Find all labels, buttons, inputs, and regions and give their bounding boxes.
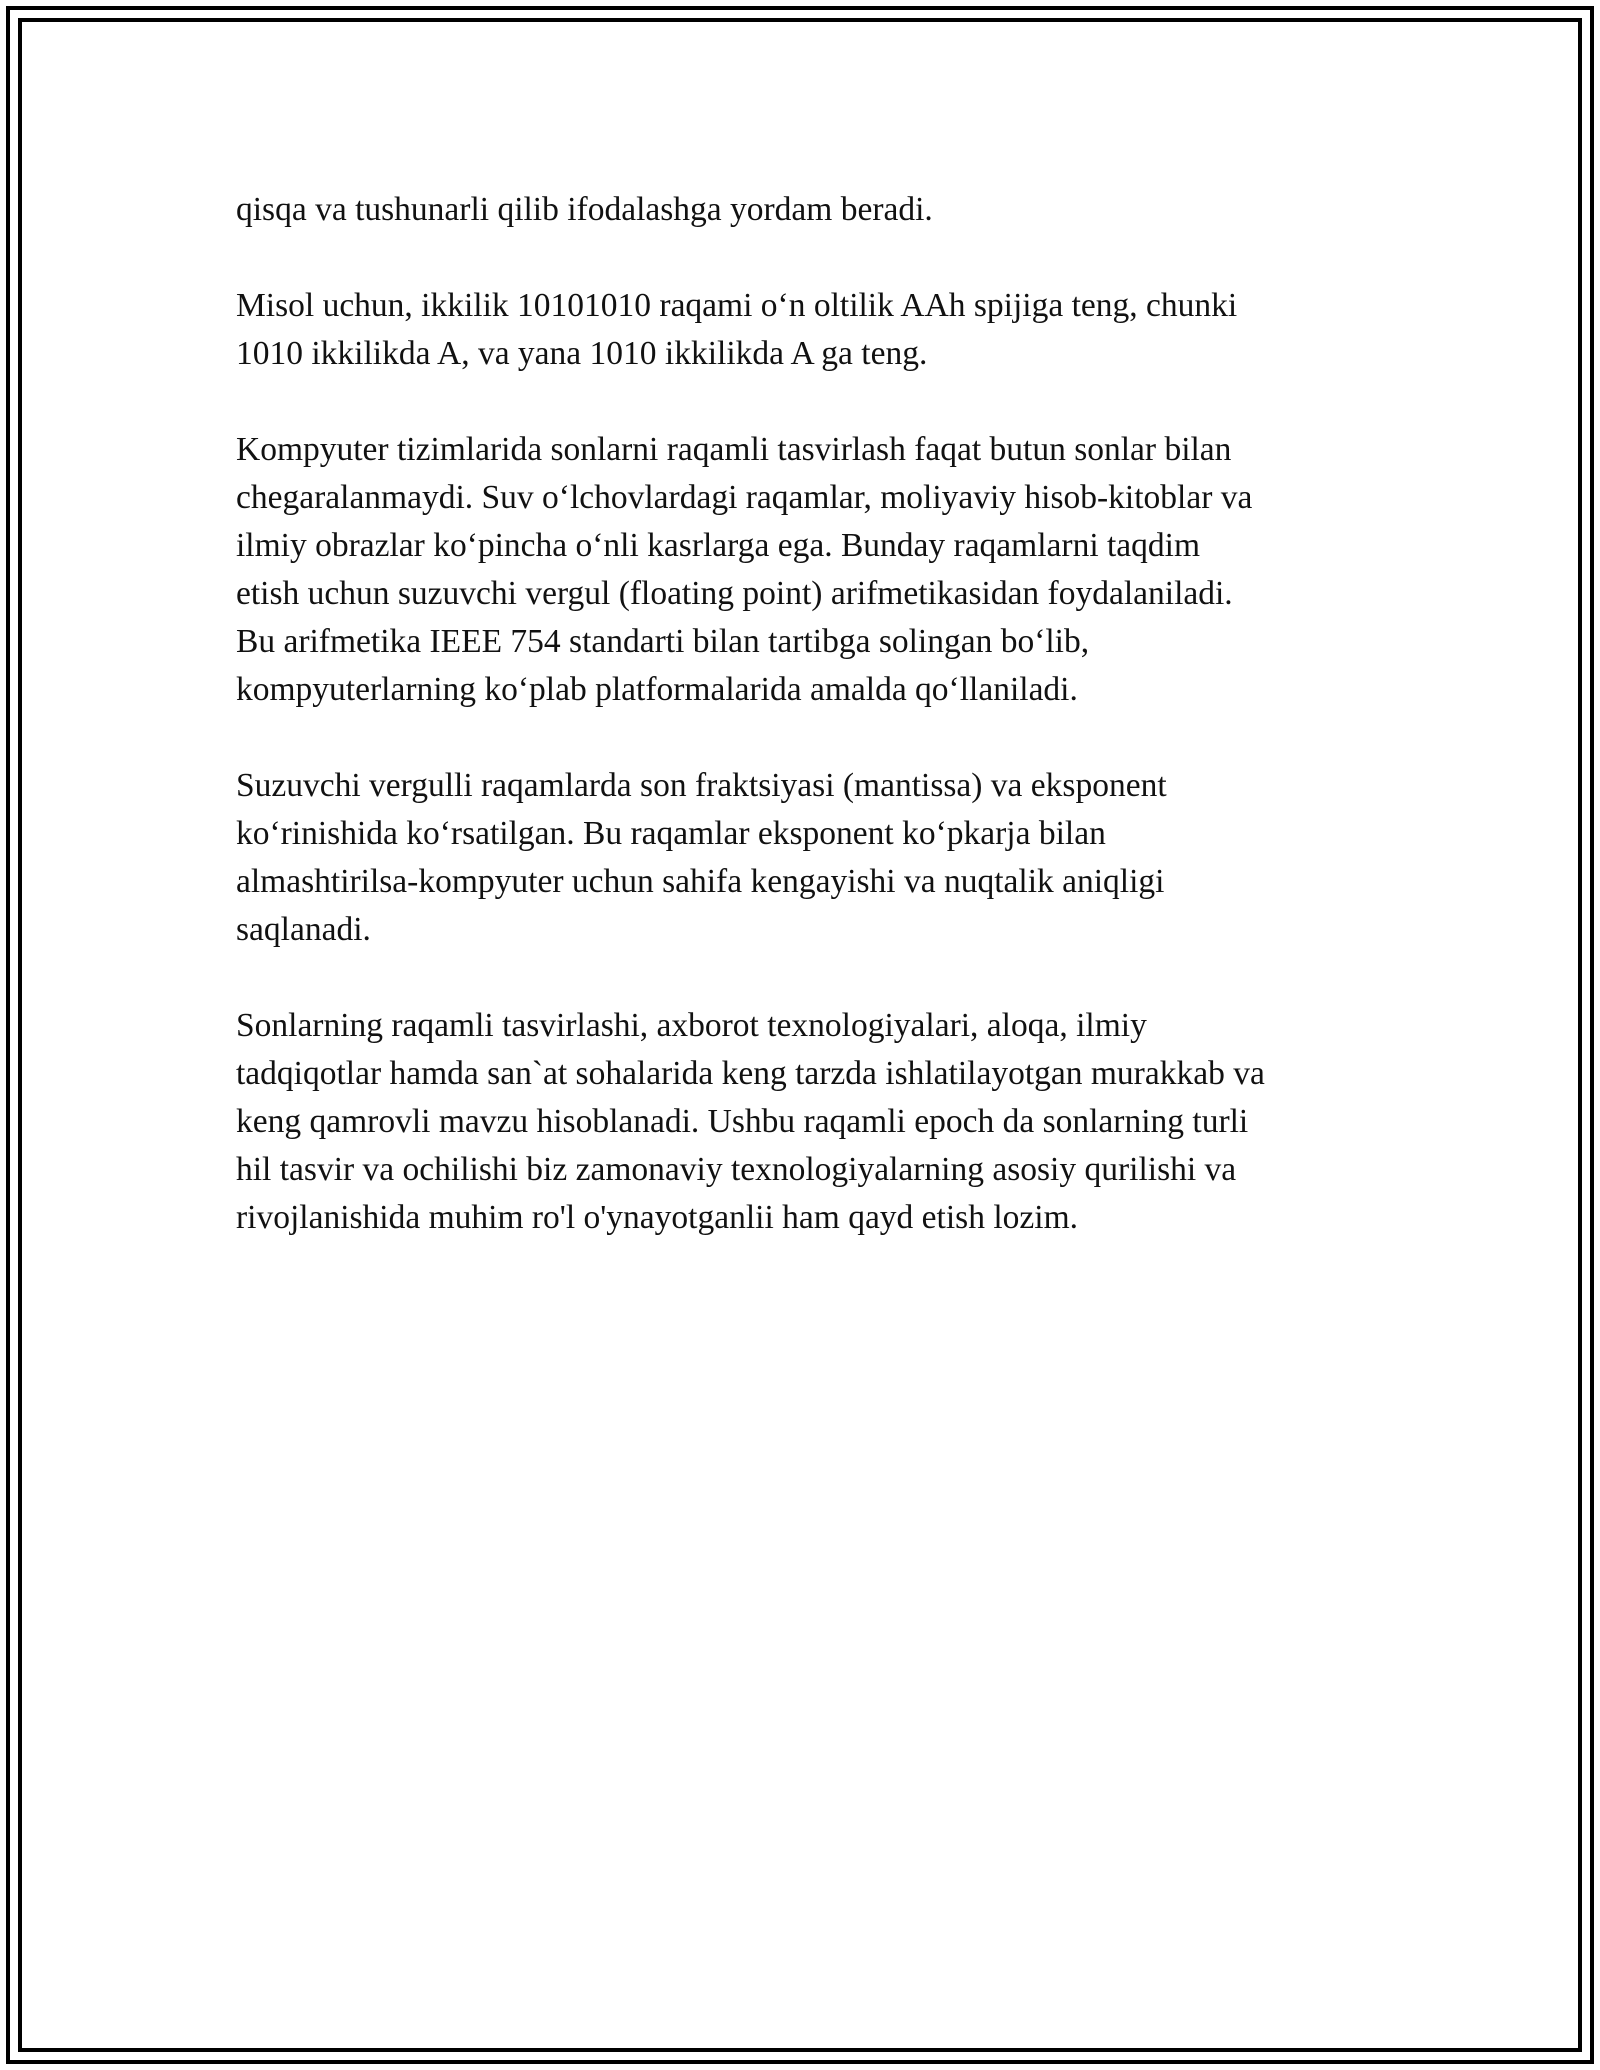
paragraph-conclusion: Sonlarning raqamli tasvirlashi, axborot texnologiyalari, aloqa, ilmiy tadqiqotlar hamda san`at sohalarida keng tarzda ishlatilayotgan murakkab va keng qamrovli mavzu hisoblanadi. Ushbu raqamli epoch da sonlarning turli hil tasvir va ochilishi biz zamonaviy texnologiyalarning asosiy qurilishi va rivojlanishida muhim ro'l o'ynayotganlii ham qayd etish lozim. [236,1007,1265,1236]
paragraph-binary-hex-example: Misol uchun, ikkilik 10101010 raqami o‘n oltilik AAh spijiga teng, chunki 1010 ikkilikda A, va yana 1010 ikkilikda A ga teng. [236,287,1238,372]
paragraph-intro-continuation: qisqa va tushunarli qilib ifodalashga yordam beradi. [236,191,933,228]
paragraph-mantissa-exponent: Suzuvchi vergulli raqamlarda son fraktsiyasi (mantissa) va eksponent ko‘rinishida ko‘rsatilgan. Bu raqamlar eksponent ko‘pkarja bilan almashtirilsa-kompyuter uchun sahifa kengayishi va nuqtalik aniqligi saqlanadi. [236,767,1167,948]
paragraph-floating-point: Kompyuter tizimlarida sonlarni raqamli tasvirlash faqat butun sonlar bilan chegaralanmaydi. Suv o‘lchovlardagi raqamlar, moliyaviy hisob-kitoblar va ilmiy obrazlar ko‘pincha o‘nli kasrlarga ega. Bunday raqamlarni taqdim etish uchun suzuvchi vergul (floating point) arifmetikasidan foydalaniladi. Bu arifmetika IEEE 754 standarti bilan tartibga solingan bo‘lib, kompyuterlarning ko‘plab platformalarida amalda qo‘llaniladi. [236,431,1253,708]
document-body [236,186,1376,1290]
